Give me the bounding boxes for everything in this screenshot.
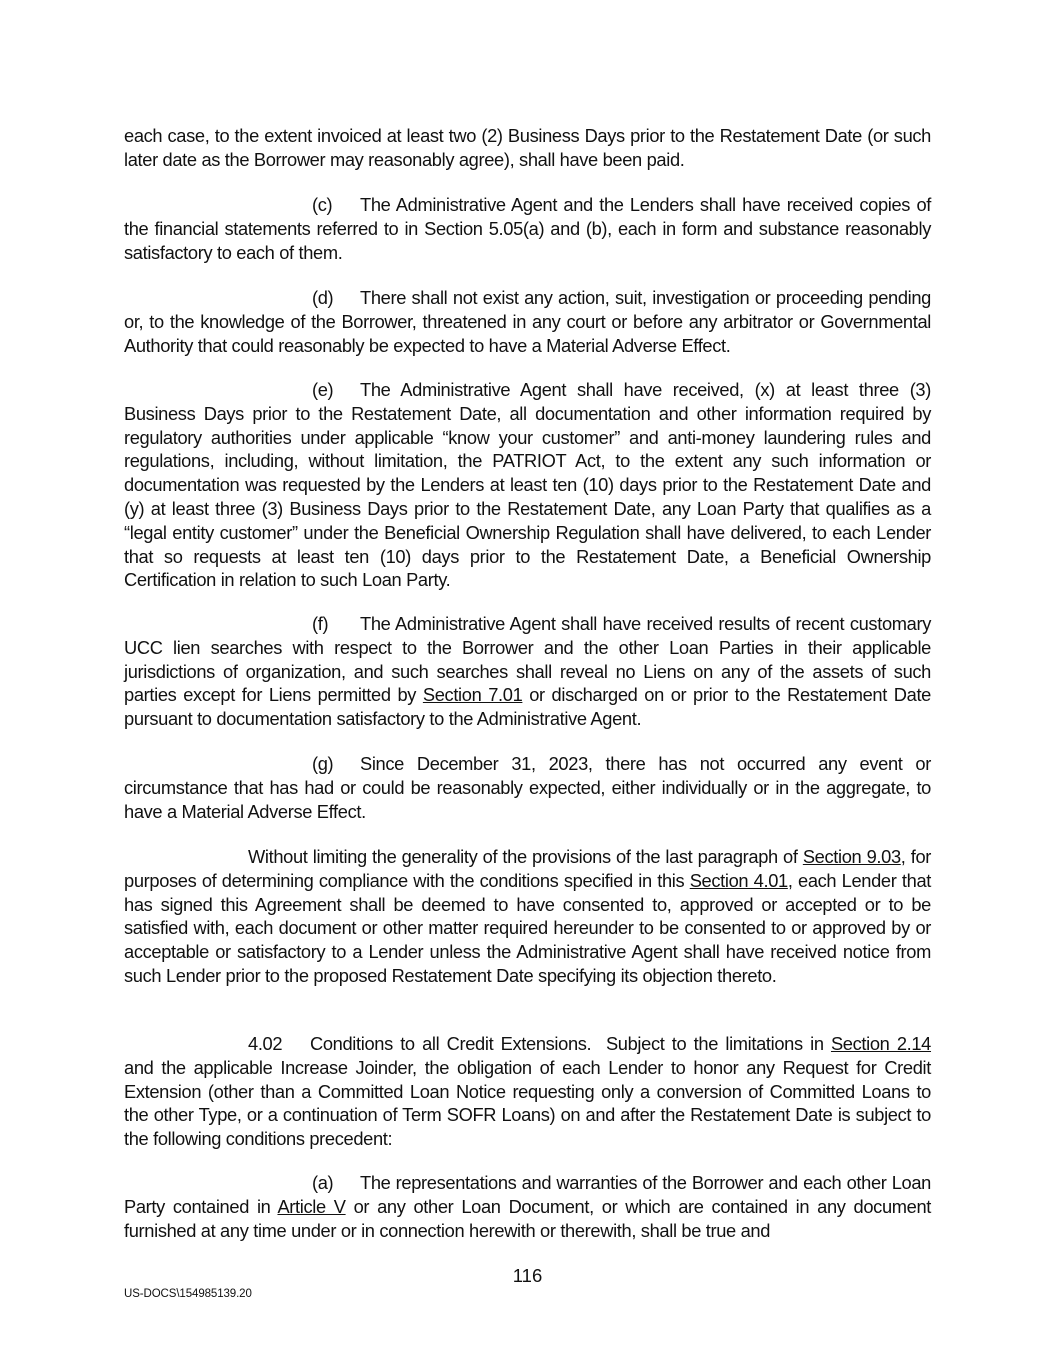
- section-4-02-text: Subject to the limitations in: [591, 1033, 831, 1054]
- paragraph-a-text-2: or any other Loan Document, or which are contained in any document furnished at any time under or in connection herewith or therewith, shall be true and: [124, 1195, 932, 1241]
- paragraph-a-text: The representations and warranties of the Borrower and each other Loan Party contained in: [124, 1172, 931, 1217]
- clause-label-c: (c): [312, 194, 333, 215]
- section-number: 4.02: [248, 1033, 283, 1054]
- paragraph-d: [124, 286, 931, 357]
- paragraph-intro-text: each case, to the extent invoiced at least two (2) Business Days prior to the Restatement Date (or such later date as the Borrower may reasonably agree), shall have been paid.: [124, 125, 931, 170]
- section-4-02-text-2: and the applicable Increase Joinder, the obligation of each Lender to honor any Request for Credit Extension (other than a Committed Loan Notice requesting only a conversion of Committed Loans to the other Type, or a continuation of Term SOFR Loans) on and after the Restatement Date is subject to the following conditions precedent:: [124, 1056, 931, 1150]
- paragraph-a: [124, 1171, 931, 1242]
- article-v-reference: Article V: [277, 1195, 346, 1217]
- clause-label-d: (d): [312, 287, 334, 308]
- paragraph-g-text: Since December 31, 2023, there has not occurred any event or circumstance that has had or could be reasonably expected, either individually or in the aggregate, to have a Material Adverse Effect.: [124, 753, 931, 822]
- section-7-01-reference: Section 7.01: [422, 684, 523, 706]
- paragraph-f-text-2: or discharged on or prior to the Restatement Date pursuant to documentation satisfactory to the Administrative Agent.: [124, 684, 931, 730]
- document-id: US-DOCS\154985139.20: [124, 1288, 252, 1300]
- paragraph-c: [124, 193, 931, 264]
- section-4-01-reference: Section 4.01: [689, 869, 788, 891]
- paragraph-without-text-2: , for purposes of determining compliance with the conditions specified in this: [124, 846, 932, 891]
- clause-label-g: (g): [312, 753, 334, 774]
- paragraph-without-text: Without limiting the generality of the provisions of the last paragraph of: [248, 846, 803, 867]
- paragraph-without-text-3: , each Lender that has signed this Agreement shall be deemed to have consented to, approved or accepted or to be satisfied with, each document or other matter required hereunder to be consented to or approved by or acceptable or satisfactory to a Lender unless the Administrative Agent shall have received notice from such Lender prior to the proposed Restatement Date specifying its objection thereto.: [124, 869, 932, 986]
- section-9-03-reference: Section 9.03: [802, 846, 901, 867]
- section-heading: Conditions to all Credit Extensions.: [310, 1033, 592, 1054]
- paragraph-without-limiting: [124, 845, 931, 988]
- paragraph-d-text: There shall not exist any action, suit, investigation or proceeding pending or, to the knowledge of the Borrower, threatened in any court or before any arbitrator or Governmental Authority that could reasonably be expected to have a Material Adverse Effect.: [124, 287, 931, 356]
- paragraph-g: [124, 752, 931, 823]
- section-4-02: [124, 1032, 931, 1151]
- clause-label-a: (a): [312, 1172, 334, 1193]
- page-number: 116: [512, 1265, 543, 1286]
- paragraph-f: [124, 612, 931, 731]
- paragraph-f-text: The Administrative Agent shall have received results of recent customary UCC lien searches with respect to the Borrower and the other Loan Parties in their applicable jurisdictions of organization, and such searches shall reveal no Liens on any of the assets of such parties except for Liens permitted by: [124, 613, 931, 706]
- paragraph-e: [124, 378, 931, 592]
- clause-label-e: (e): [312, 379, 334, 400]
- clause-label-f: (f): [312, 613, 329, 634]
- paragraph-c-text: The Administrative Agent and the Lenders shall have received copies of the financial statements referred to in Section 5.05(a) and (b), each in form and substance reasonably satisfactory to each of them.: [124, 194, 931, 263]
- section-2-14-reference: Section 2.14: [830, 1033, 932, 1054]
- paragraph-intro: [124, 124, 931, 172]
- paragraph-e-text: The Administrative Agent shall have received, (x) at least three (3) Business Days prior to the Restatement Date, all documentation and other information required by regulatory authorities under applicable “know your customer” and anti-money laundering rules and regulations, including, without limitation, the PATRIOT Act, to the extent any such information or documentation was requested by the Lenders at least ten (10) days prior to the Restatement Date and (y) at least three (3) Business Days prior to the Restatement Date, any Loan Party that qualifies as a “legal entity customer” under the Beneficial Ownership Regulation shall have delivered, to each Lender that so requests at least ten (10) days prior to the Restatement Date, a Beneficial Ownership Certification in relation to such Loan Party.: [124, 379, 931, 591]
